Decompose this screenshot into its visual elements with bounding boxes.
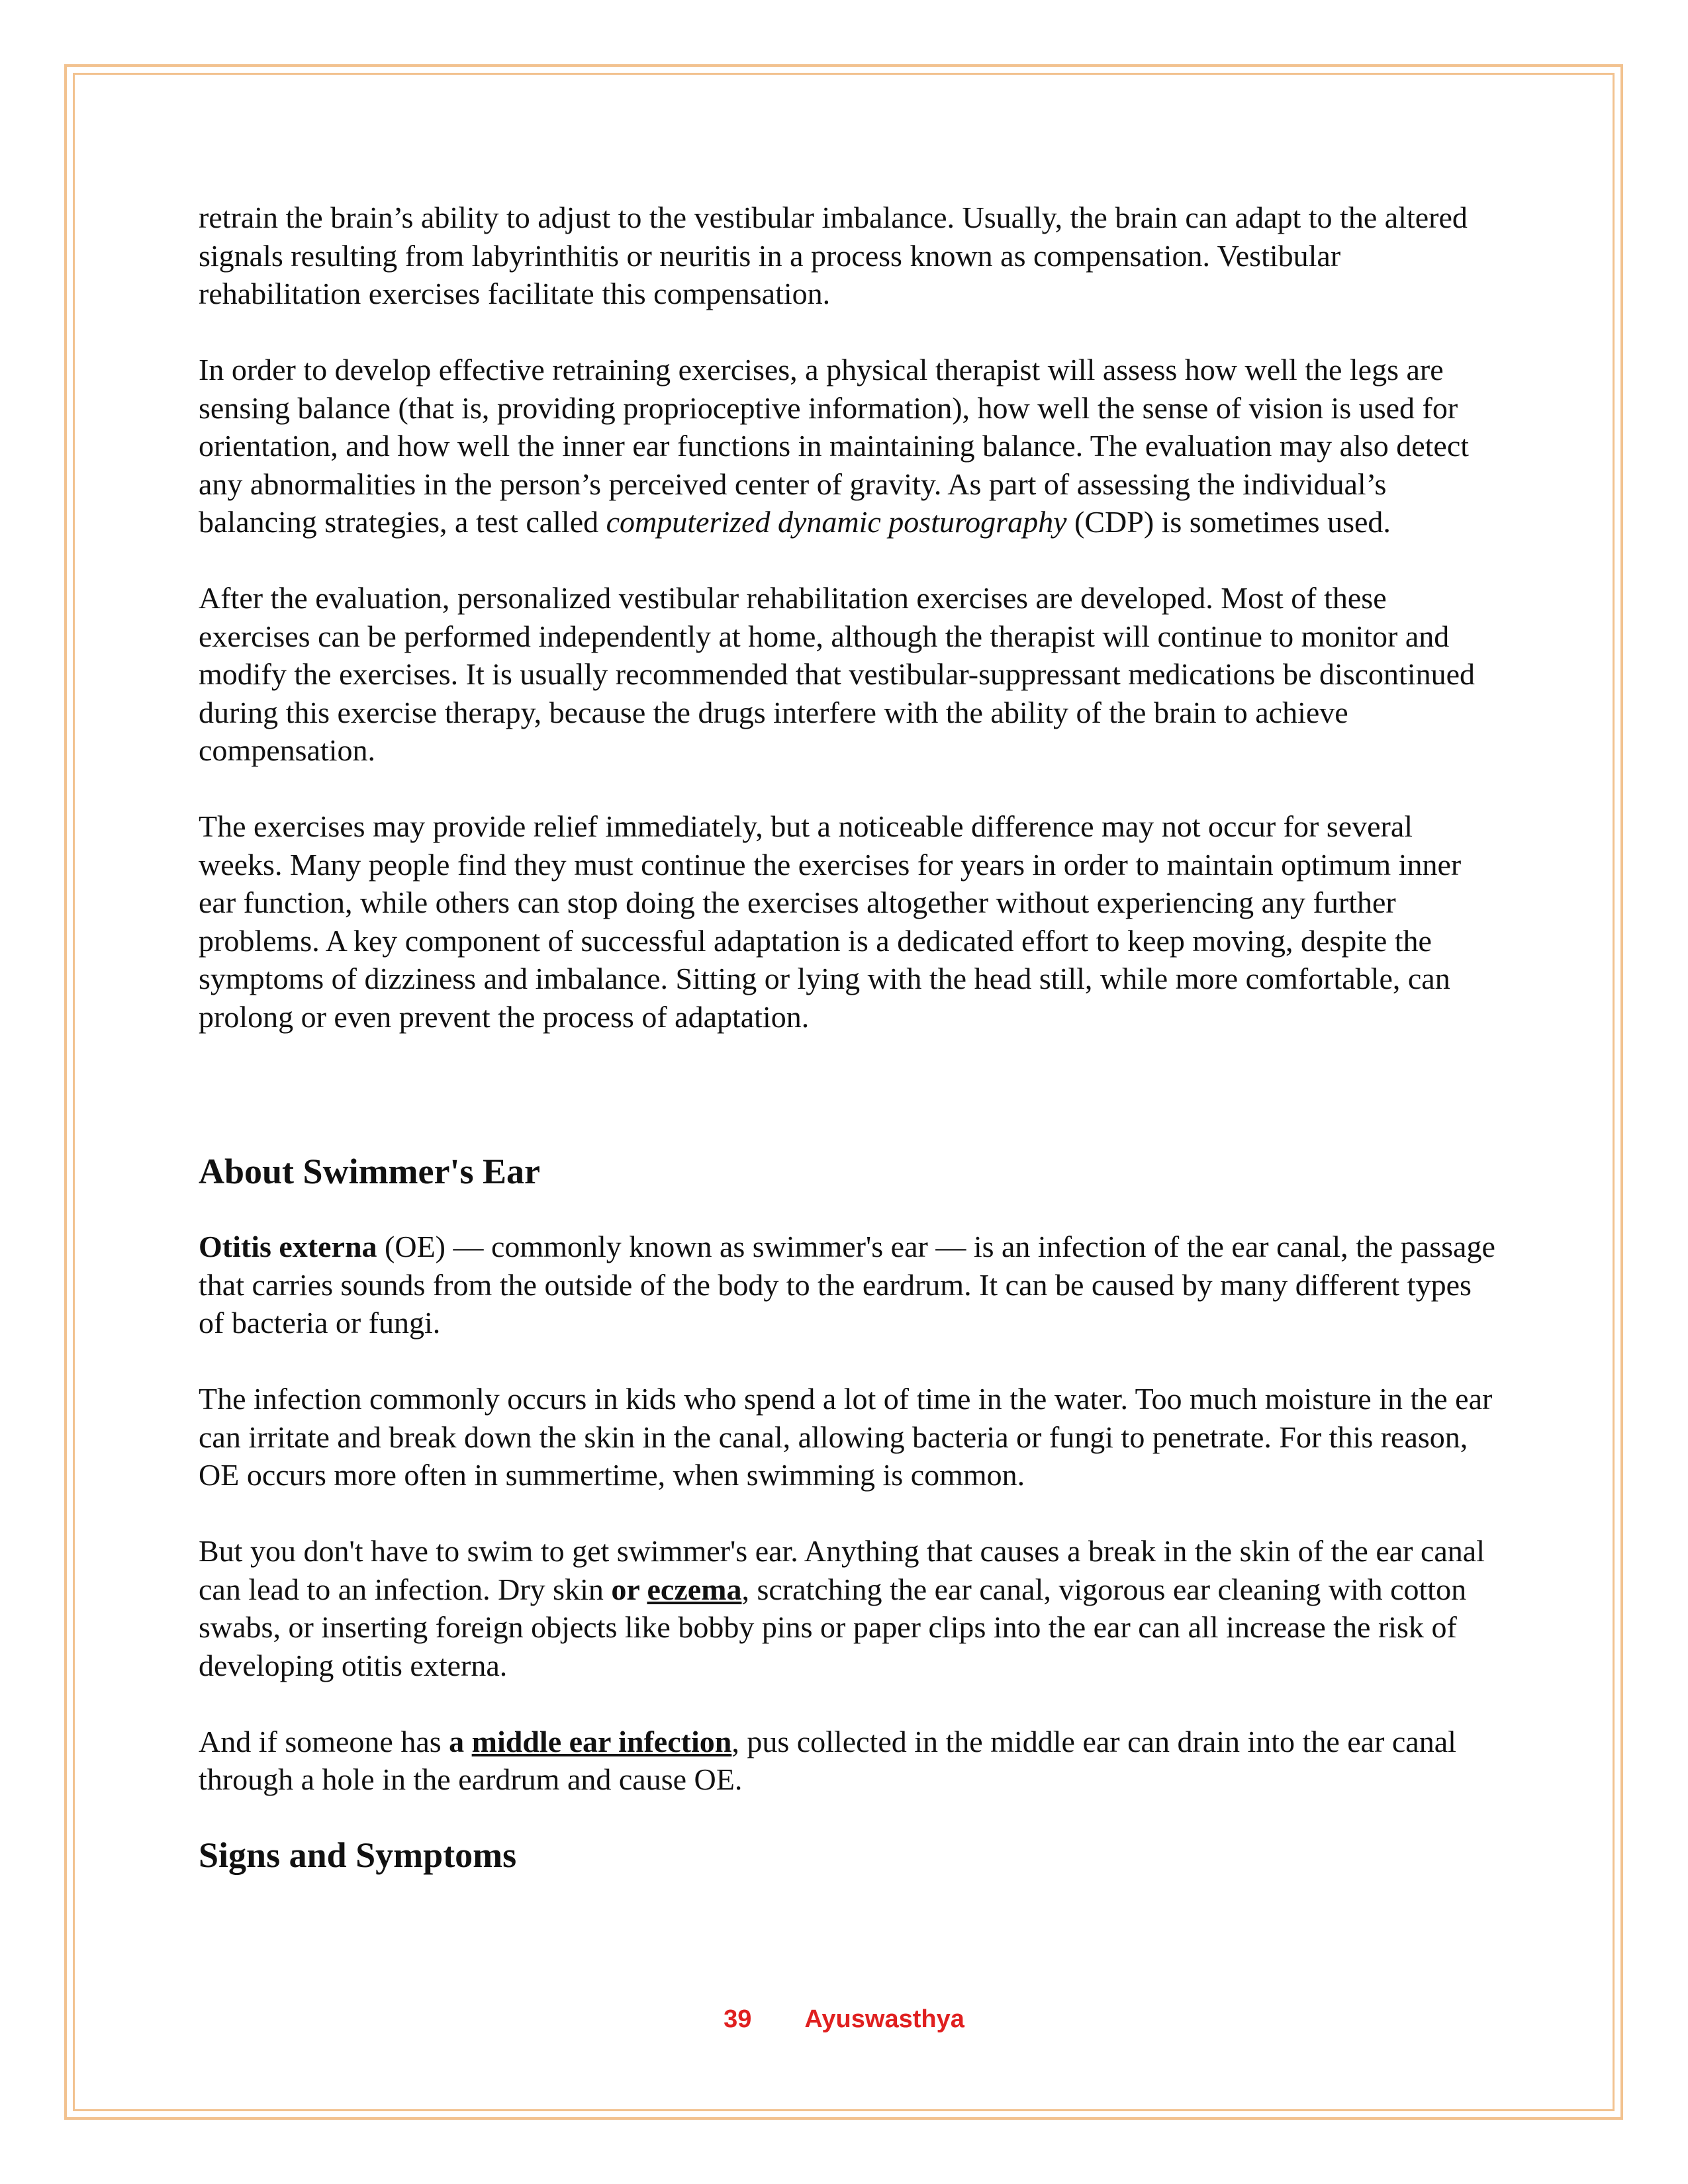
paragraph-evaluation <box>199 351 1496 541</box>
paragraph-causes-text: But you don't have to swim to get swimmer's ear. Anything that causes a break in the skin of the ear canal can lead to an infection. Dry skin <box>199 1534 1485 1606</box>
eczema-link[interactable]: eczema <box>647 1572 742 1606</box>
paragraph-evaluation-end: (CDP) is sometimes used. <box>1066 505 1391 539</box>
paragraph-otitis-externa <box>199 1228 1496 1342</box>
paragraph-infection: The infection commonly occurs in kids who spend a lot of time in the water. Too much moisture in the ear can irritate and break down the skin in the canal, allowing bacteria or fungi to penetrate. For this reason, OE occurs more often in summertime, when swimming is common. <box>199 1382 1493 1492</box>
paragraph-compensation: retrain the brain’s ability to adjust to the vestibular imbalance. Usually, the brain can adapt to the altered signals resulting from labyrinthitis or neuritis in a process known as compensation. Vestibular rehabilitation exercises facilitate this compensation. <box>199 201 1468 310</box>
middle-ear-infection-link[interactable]: middle ear infection <box>471 1724 732 1758</box>
page-footer <box>0 2005 1688 2034</box>
paragraph-causes-bold: or <box>611 1572 647 1606</box>
otitis-externa-term: Otitis externa <box>199 1230 377 1263</box>
publication-name: Ayuswasthya <box>804 2005 964 2033</box>
cdp-term: computerized dynamic posturography <box>606 505 1067 539</box>
paragraph-causes <box>199 1532 1496 1684</box>
section-heading-swimmers-ear: About Swimmer's Ear <box>199 1152 540 1191</box>
paragraph-exercises: After the evaluation, personalized vestibular rehabilitation exercises are developed. Most of these exercises can be performed independently at home, although the therapist will continue to monitor and modify the exercises. It is usually recommended that vestibular-suppressant medications be discontinued during this exercise therapy, because the drugs interfere with the ability of the brain to achieve compensation. <box>199 581 1476 767</box>
page-content <box>199 199 1496 1877</box>
paragraph-causes-end: , scratching the ear canal, vigorous ear cleaning with cotton swabs, or inserting foreign objects like bobby pins or paper clips into the ear can all increase the risk of developing otitis externa. <box>199 1572 1467 1682</box>
paragraph-otitis-text: (OE) — commonly known as swimmer's ear — is an infection of the ear canal, the passage that carries sounds from the outside of the body to the eardrum. It can be caused by many different types of bacteria or fungi. <box>199 1230 1495 1340</box>
paragraph-middle-ear-end: , pus collected in the middle ear can drain into the ear canal through a hole in the eardrum and cause OE. <box>199 1724 1456 1796</box>
paragraph-middle-ear-text: And if someone has <box>199 1724 449 1758</box>
section-heading-signs-symptoms: Signs and Symptoms <box>199 1835 517 1875</box>
paragraph-relief: The exercises may provide relief immediately, but a noticeable difference may not occur for several weeks. Many people find they must continue the exercises for years in order to maintain optimum inner ear function, while others can stop doing the exercises altogether without experiencing any further problems. A key component of successful adaptation is a dedicated effort to keep moving, despite the symptoms of dizziness and imbalance. Sitting or lying with the head still, while more comfortable, can prolong or even prevent the process of adaptation. <box>199 809 1462 1034</box>
paragraph-evaluation-text: In order to develop effective retraining exercises, a physical therapist will assess how well the legs are sensing balance (that is, providing proprioceptive information), how well the sense of vision is used for orientation, and how well the inner ear functions in maintaining balance. The evaluation may also detect any abnormalities in the person’s perceived center of gravity. As part of assessing the individual’s balancing strategies, a test called <box>199 353 1470 539</box>
paragraph-middle-ear-bold: a <box>449 1724 472 1758</box>
page-number: 39 <box>724 2005 752 2033</box>
paragraph-middle-ear <box>199 1723 1496 1799</box>
